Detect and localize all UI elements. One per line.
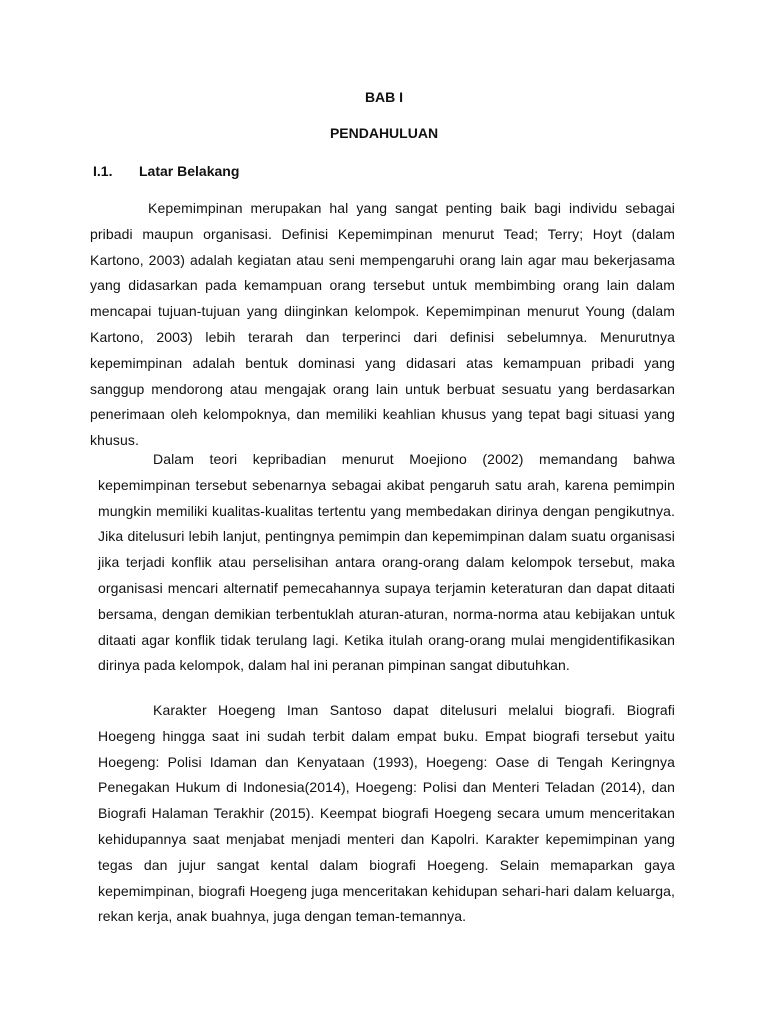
section-heading xyxy=(93,162,239,180)
paragraph-1: Kepemimpinan merupakan hal yang sangat penting baik bagi individu sebagai pribadi maupun organisasi. Definisi Kepemimpinan menurut Tead; Terry; Hoyt (dalam Kartono, 2003) adalah kegiatan atau seni mempengaruhi orang lain agar mau bekerjasama yang didasarkan pada kemampuan orang tersebut untuk membimbing orang lain dalam mencapai tujuan-tujuan yang diinginkan kelompok. Kepemimpinan menurut Young (dalam Kartono, 2003) lebih terarah dan terperinci dari definisi sebelumnya. Menurutnya kepemimpinan adalah bentuk dominasi yang didasari atas kemampuan pribadi yang sanggup mendorong atau mengajak orang lain untuk berbuat sesuatu yang berdasarkan penerimaan oleh kelompoknya, dan memiliki keahlian khusus yang tepat bagi situasi yang khusus. xyxy=(90,200,675,449)
chapter-title: PENDAHULUAN xyxy=(329,125,439,141)
section-number: I.1. xyxy=(93,163,113,179)
chapter-heading: BAB I xyxy=(364,89,404,105)
paragraph-3: Karakter Hoegeng Iman Santoso dapat ditelusuri melalui biografi. Biografi Hoegeng hingga saat ini sudah terbit dalam empat buku. Empat biografi tersebut yaitu Hoegeng: Polisi Idaman dan Kenyataan (1993), Hoegeng: Oase di Tengah Keringnya Penegakan Hukum di Indonesia(2014), Hoegeng: Polisi dan Menteri Teladan (2014), dan Biografi Halaman Terakhir (2015). Keempat biografi Hoegeng secara umum menceritakan kehidupannya saat menjabat menjadi menteri dan Kapolri. Karakter kepemimpinan yang tegas dan jujur sangat kental dalam biografi Hoegeng. Selain memaparkan gaya kepemimpinan, biografi Hoegeng juga menceritakan kehidupan sehari-hari dalam keluarga, rekan kerja, anak buahnya, juga dengan teman-temannya. xyxy=(98,702,675,925)
section-title: Latar Belakang xyxy=(139,163,240,179)
paragraph-2: Dalam teori kepribadian menurut Moejiono (2002) memandang bahwa kepemimpinan tersebut sebenarnya sebagai akibat pengaruh satu arah, karena pemimpin mungkin memiliki kualitas-kualitas tertentu yang membedakan dirinya dengan pengikutnya. Jika ditelusuri lebih lanjut, pentingnya pemimpin dan kepemimpinan dalam suatu organisasi jika terjadi konflik atau perselisihan antara orang-orang dalam kelompok tersebut, maka organisasi mencari alternatif pemecahannya supaya terjamin keteraturan dan dapat ditaati bersama, dengan demikian terbentuklah aturan-aturan, norma-norma atau kebijakan untuk ditaati agar konflik tidak terulang lagi. Ketika itulah orang-orang mulai mengidentifikasikan dirinya pada kelompok, dalam hal ini peranan pimpinan sangat dibutuhkan. xyxy=(98,451,675,674)
